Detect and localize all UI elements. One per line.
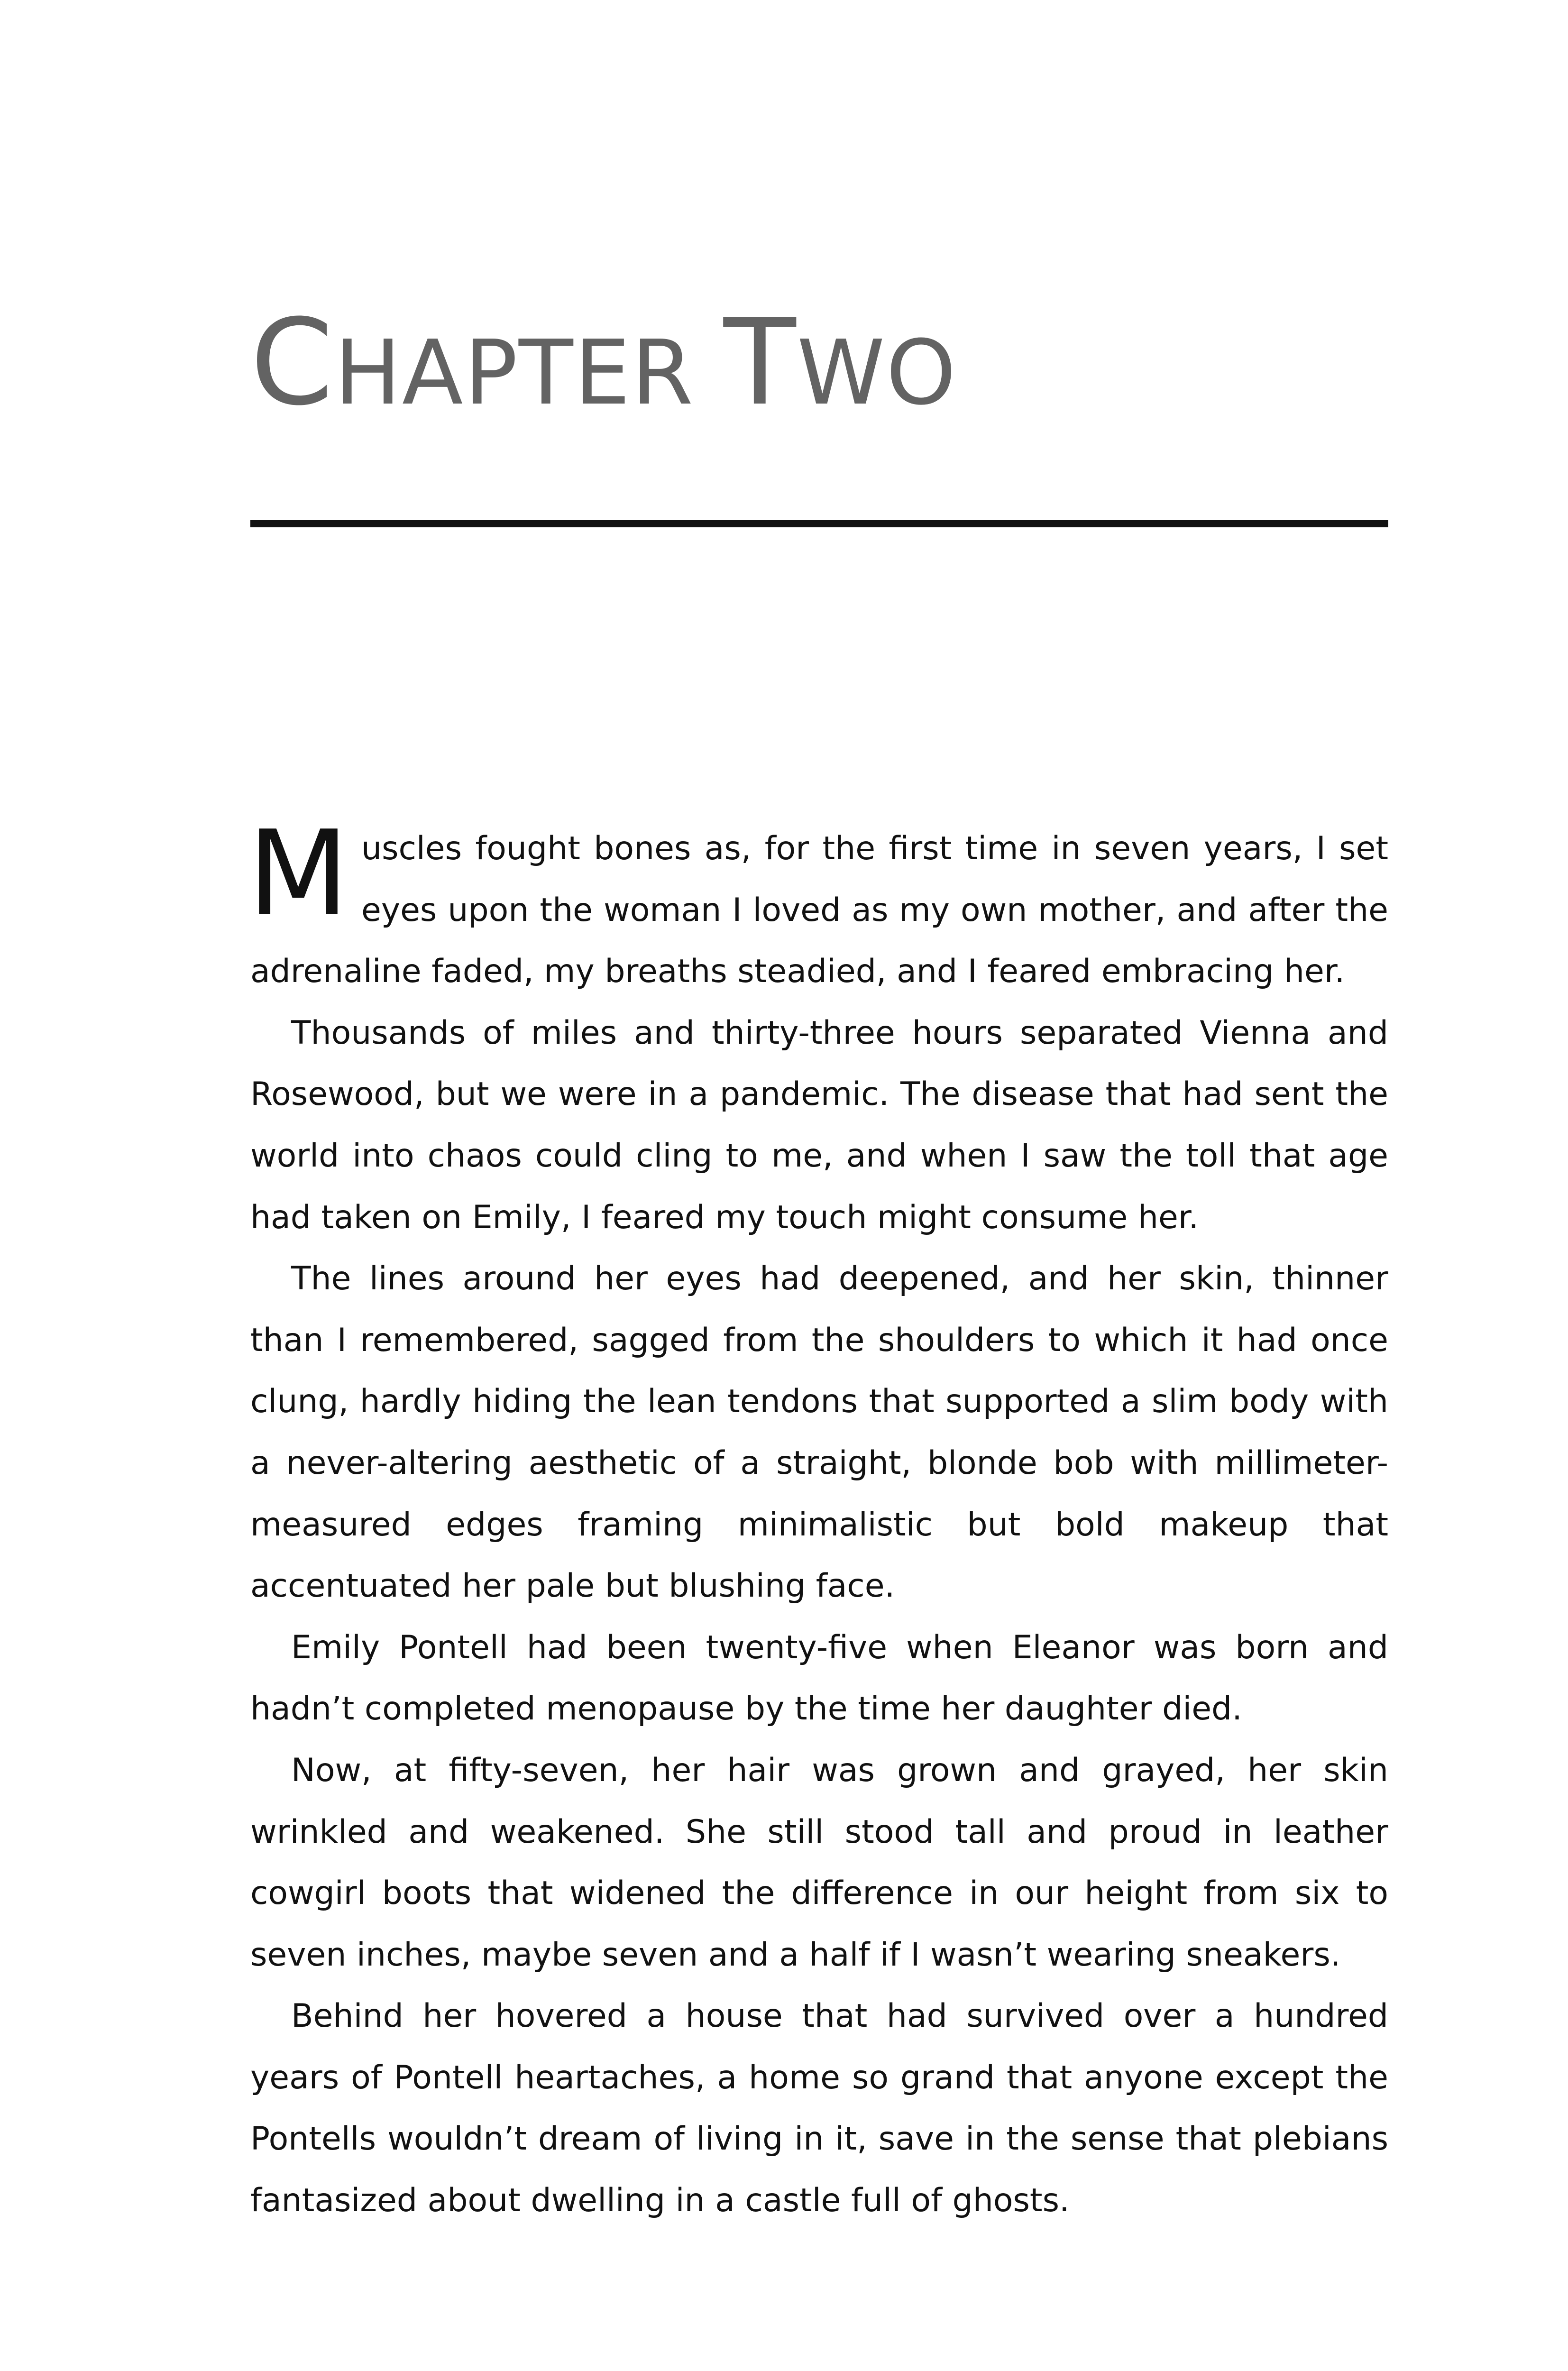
paragraph-2: Thousands of miles and thirty-three hours separated Vienna and Rosewood, but we were in a pandemic. The disease that had sent the world into chaos could cling to me, and when I saw the toll that age had taken on Emily, I feared my touch might consume her. [250,1014,1388,1236]
paragraph-1-text: uscles fought bones as, for the first time in seven years, I set eyes upon the woman I loved as my own mother, and after the adrenaline faded, my breaths steadied, and I feared embracing her. [250,830,1388,991]
chapter-title [250,294,957,432]
paragraph-5: Now, at fifty-seven, her hair was grown and grayed, her skin wrinkled and weakened. She still stood tall and proud in leather cowgirl boots that widened the difference in our height from six to seven inches, maybe seven and a half if I wasn’t wearing sneakers. [250,1751,1388,1974]
chapter-title-rest-2: WO [797,321,957,425]
drop-cap: M [248,806,349,942]
paragraph-3: The lines around her eyes had deepened, and her skin, thinner than I remembered, sagged from the shoulders to which it had once clung, hardly hiding the lean tendons that supported a slim body with a never-altering aesthetic of a straight, blonde bob with millimeter-measured edges framing minimalistic but bold makeup that accentuated her pale but blushing face. [250,1260,1388,1605]
chapter-title-rest-1: HAPTER [334,321,695,425]
paragraph-1 [248,806,1388,1002]
chapter-title-divider [250,520,1388,527]
paragraph-4: Emily Pontell had been twenty-five when Eleanor was born and hadn’t completed menopause by the time her daughter died. [250,1628,1388,1728]
chapter-title-initial-1: C [250,294,334,432]
paragraph-6: Behind her hovered a house that had survived over a hundred years of Pontell heartaches, a home so grand that anyone except the Pontells wouldn’t dream of living in it, save in the sense that plebians fantasized about dwelling in a castle full of ghosts. [250,1997,1388,2220]
chapter-body [248,806,1388,2232]
chapter-title-initial-2: T [723,294,797,432]
chapter-title-space [694,321,724,425]
